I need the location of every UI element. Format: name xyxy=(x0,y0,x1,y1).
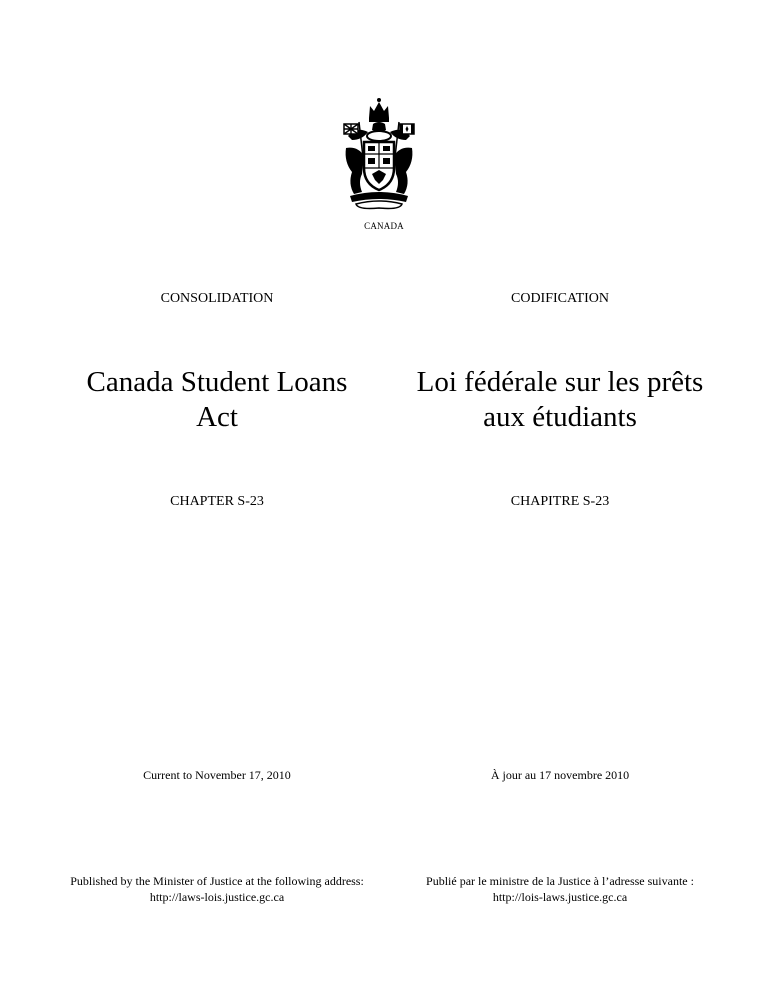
publisher-url-en: http://laws-lois.justice.gc.ca xyxy=(149,890,285,904)
consolidation-label: CONSOLIDATION xyxy=(160,291,274,306)
country-name: CANADA xyxy=(364,221,404,231)
publisher-text-fr: Publié par le ministre de la Justice à l’adresse suivante : xyxy=(426,874,694,888)
publisher-note-en xyxy=(40,873,394,905)
codification-label: CODIFICATION xyxy=(511,291,609,306)
coat-of-arms-icon xyxy=(342,96,416,214)
publisher-url-fr: http://lois-laws.justice.gc.ca xyxy=(492,890,628,904)
act-title-fr-line1: Loi fédérale sur les prêts xyxy=(416,366,704,398)
publisher-note-fr xyxy=(390,873,730,905)
chapter-label-en: CHAPTER S-23 xyxy=(170,494,264,509)
act-title-en-line1: Canada Student Loans xyxy=(86,366,348,398)
current-to-en: Current to November 17, 2010 xyxy=(143,768,291,782)
act-title-fr xyxy=(390,365,730,435)
current-to-fr: À jour au 17 novembre 2010 xyxy=(490,768,630,782)
chapter-label-fr: CHAPITRE S-23 xyxy=(510,494,610,509)
publisher-text-en: Published by the Minister of Justice at the following address: xyxy=(70,874,364,888)
act-title-en-line2: Act xyxy=(196,401,238,433)
act-title-fr-line2: aux étudiants xyxy=(483,401,637,433)
act-title-en xyxy=(40,365,394,435)
